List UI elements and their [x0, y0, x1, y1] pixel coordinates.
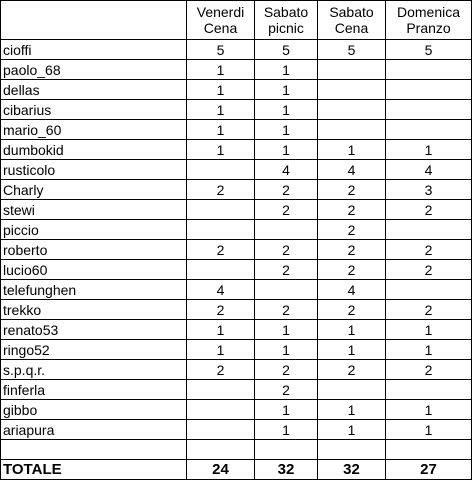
header-empty-cell — [1, 1, 187, 40]
count-cell: 2 — [255, 300, 318, 320]
count-cell: 4 — [255, 160, 318, 180]
count-cell: 1 — [386, 320, 472, 340]
participant-name: paolo_68 — [1, 60, 187, 80]
table-row — [1, 240, 472, 260]
count-cell: 2 — [255, 240, 318, 260]
table-row — [1, 320, 472, 340]
participant-name: roberto — [1, 240, 187, 260]
header-sabato-cena: Sabato Cena — [318, 1, 386, 40]
count-cell: 3 — [386, 180, 472, 200]
participant-name: dellas — [1, 80, 187, 100]
header-domenica-pranzo: Domenica Pranzo — [386, 1, 472, 40]
count-cell — [187, 400, 255, 420]
total-cell: 27 — [386, 460, 472, 480]
count-cell: 2 — [255, 380, 318, 400]
count-cell — [386, 280, 472, 300]
count-cell: 2 — [255, 360, 318, 380]
count-cell — [318, 380, 386, 400]
participant-name: gibbo — [1, 400, 187, 420]
count-cell: 4 — [386, 160, 472, 180]
total-label: TOTALE — [1, 460, 187, 480]
count-cell: 1 — [386, 400, 472, 420]
table-row — [1, 380, 472, 400]
table-row — [1, 300, 472, 320]
count-cell — [386, 120, 472, 140]
count-cell: 1 — [318, 140, 386, 160]
table-row — [1, 80, 472, 100]
header-row — [1, 1, 472, 40]
count-cell: 2 — [187, 180, 255, 200]
table-row — [1, 420, 472, 440]
participant-name: telefunghen — [1, 280, 187, 300]
count-cell: 1 — [255, 100, 318, 120]
count-cell: 2 — [187, 240, 255, 260]
participant-name: piccio — [1, 220, 187, 240]
table-row — [1, 280, 472, 300]
count-cell — [318, 60, 386, 80]
count-cell — [187, 420, 255, 440]
count-cell: 1 — [187, 60, 255, 80]
count-cell — [187, 160, 255, 180]
participant-name: s.p.q.r. — [1, 360, 187, 380]
count-cell: 2 — [318, 180, 386, 200]
count-cell: 2 — [318, 220, 386, 240]
count-cell — [187, 380, 255, 400]
count-cell: 1 — [318, 320, 386, 340]
header-sabato-picnic: Sabato picnic — [255, 1, 318, 40]
count-cell — [187, 260, 255, 280]
count-cell: 2 — [386, 300, 472, 320]
participant-name: cioffi — [1, 40, 187, 60]
participant-name: mario_60 — [1, 120, 187, 140]
count-cell: 2 — [318, 240, 386, 260]
total-row — [1, 460, 472, 480]
count-cell: 1 — [255, 80, 318, 100]
count-cell: 2 — [386, 360, 472, 380]
count-cell: 2 — [255, 200, 318, 220]
count-cell: 2 — [318, 200, 386, 220]
participant-name: finferla — [1, 380, 187, 400]
participant-name: renato53 — [1, 320, 187, 340]
participant-name: ariapura — [1, 420, 187, 440]
participant-name: stewi — [1, 200, 187, 220]
table-row — [1, 360, 472, 380]
count-cell — [318, 120, 386, 140]
count-cell: 2 — [386, 240, 472, 260]
count-cell — [255, 220, 318, 240]
table-row — [1, 40, 472, 60]
total-cell: 32 — [318, 460, 386, 480]
count-cell — [187, 200, 255, 220]
count-cell: 1 — [386, 420, 472, 440]
table-row — [1, 260, 472, 280]
participant-name: dumbokid — [1, 140, 187, 160]
count-cell — [386, 80, 472, 100]
count-cell: 1 — [255, 120, 318, 140]
count-cell — [386, 380, 472, 400]
table-row — [1, 140, 472, 160]
table-row — [1, 220, 472, 240]
count-cell: 5 — [187, 40, 255, 60]
count-cell — [318, 80, 386, 100]
participant-name: ringo52 — [1, 340, 187, 360]
count-cell: 2 — [187, 360, 255, 380]
count-cell: 2 — [318, 260, 386, 280]
count-cell: 1 — [386, 140, 472, 160]
table-row — [1, 160, 472, 180]
table-row — [1, 400, 472, 420]
count-cell: 4 — [318, 160, 386, 180]
count-cell: 1 — [255, 320, 318, 340]
count-cell: 2 — [386, 200, 472, 220]
count-cell — [386, 60, 472, 80]
count-cell: 4 — [318, 280, 386, 300]
count-cell: 1 — [255, 400, 318, 420]
total-cell: 24 — [187, 460, 255, 480]
count-cell: 2 — [318, 300, 386, 320]
count-cell: 1 — [187, 340, 255, 360]
table-row — [1, 200, 472, 220]
count-cell — [318, 100, 386, 120]
count-cell: 2 — [386, 260, 472, 280]
count-cell: 1 — [318, 400, 386, 420]
participant-name: lucio60 — [1, 260, 187, 280]
participant-name: cibarius — [1, 100, 187, 120]
count-cell: 1 — [187, 100, 255, 120]
participant-name: rusticolo — [1, 160, 187, 180]
count-cell — [386, 100, 472, 120]
count-cell: 1 — [386, 340, 472, 360]
count-cell: 5 — [386, 40, 472, 60]
count-cell: 2 — [187, 300, 255, 320]
count-cell: 2 — [318, 360, 386, 380]
count-cell: 5 — [255, 40, 318, 60]
blank-row — [1, 440, 472, 460]
count-cell: 1 — [187, 80, 255, 100]
count-cell: 2 — [255, 260, 318, 280]
count-cell: 1 — [255, 140, 318, 160]
count-cell: 5 — [318, 40, 386, 60]
count-cell — [255, 280, 318, 300]
table-row — [1, 340, 472, 360]
count-cell: 1 — [255, 60, 318, 80]
count-cell: 1 — [255, 420, 318, 440]
table-row — [1, 180, 472, 200]
header-venerdi-cena: Venerdi Cena — [187, 1, 255, 40]
count-cell: 1 — [255, 340, 318, 360]
participant-name: trekko — [1, 300, 187, 320]
count-cell — [386, 220, 472, 240]
count-cell — [187, 220, 255, 240]
count-cell: 1 — [187, 120, 255, 140]
count-cell: 1 — [318, 340, 386, 360]
count-cell: 4 — [187, 280, 255, 300]
participant-name: Charly — [1, 180, 187, 200]
count-cell: 1 — [187, 320, 255, 340]
count-cell: 1 — [318, 420, 386, 440]
table-row — [1, 120, 472, 140]
count-cell: 2 — [255, 180, 318, 200]
total-cell: 32 — [255, 460, 318, 480]
count-cell: 1 — [187, 140, 255, 160]
table-row — [1, 60, 472, 80]
table-row — [1, 100, 472, 120]
